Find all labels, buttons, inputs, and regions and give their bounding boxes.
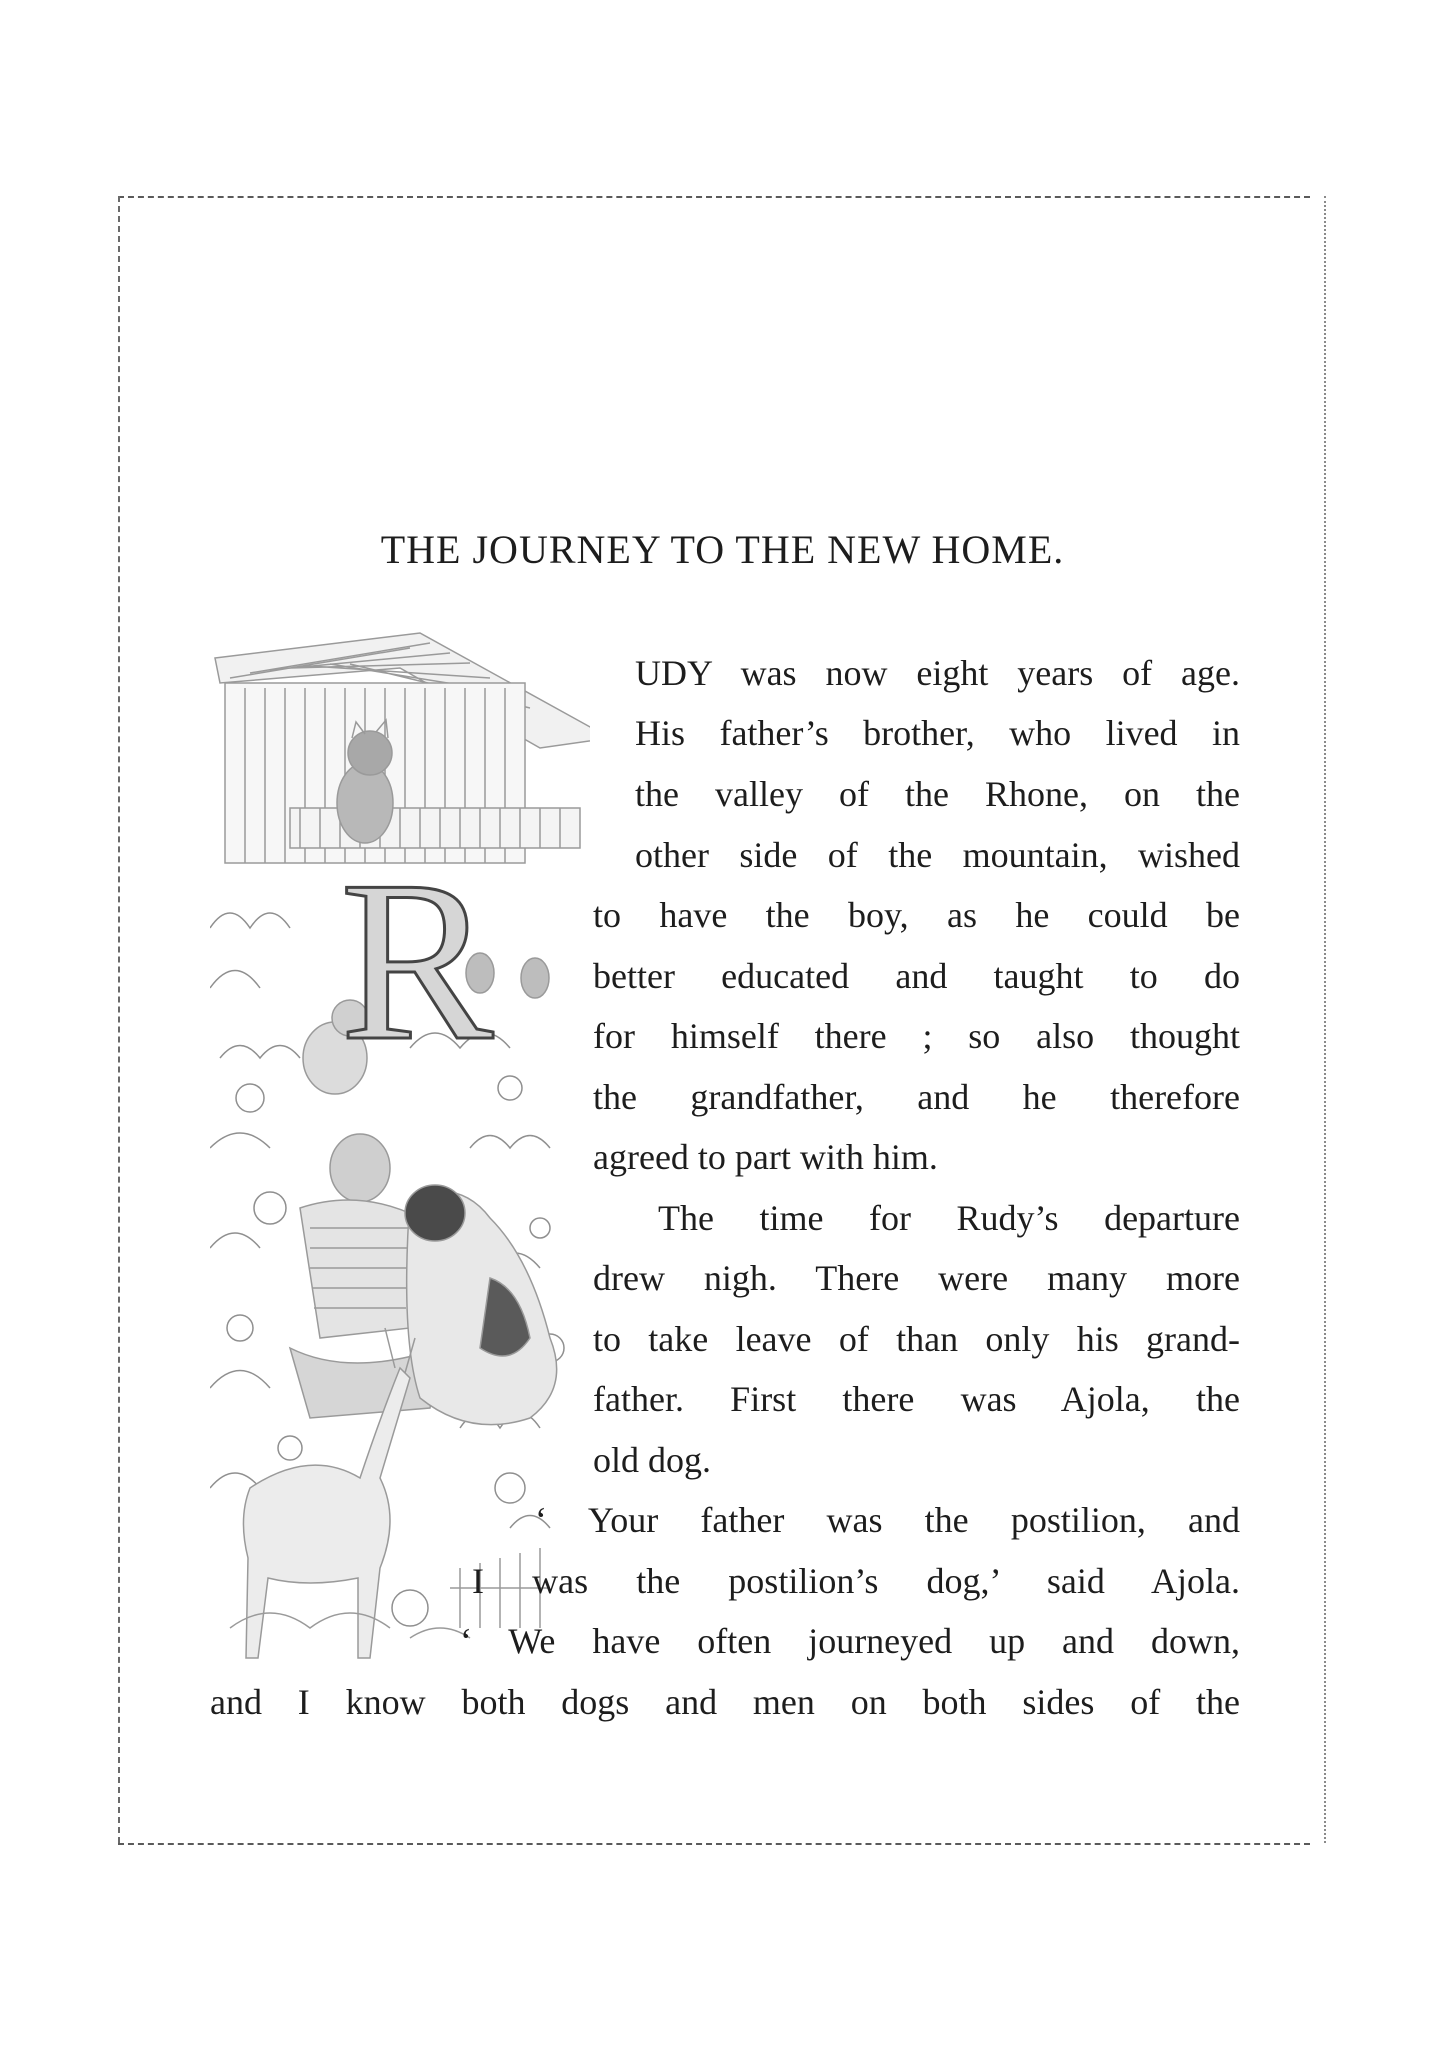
text-line: old dog.	[593, 1440, 712, 1480]
drop-cap: R	[340, 833, 494, 1088]
text-line: father. First there was Ajola, the	[593, 1379, 1240, 1419]
text-line: UDY was now eight years of age.	[635, 653, 1240, 693]
frame-bottom-border	[118, 1843, 1310, 1845]
text-line: to have the boy, as he could be	[593, 895, 1240, 935]
text-line: better educated and taught to do	[593, 956, 1240, 996]
chapter-title: THE JOURNEY TO THE NEW HOME.	[380, 527, 1065, 572]
text-line: ‘ We have often journeyed up and down,	[460, 1621, 1240, 1661]
text-line: and I know both dogs and men on both sides of the	[210, 1682, 1240, 1722]
text-line: The time for Rudy’s departure	[658, 1198, 1240, 1238]
frame-top-border	[118, 196, 1310, 198]
illustration	[210, 628, 590, 1668]
frame-right-border	[1324, 196, 1326, 1843]
text-line: to take leave of than only his grand-	[593, 1319, 1240, 1359]
text-line: for himself there ; so also thought	[593, 1016, 1240, 1056]
text-line: the grandfather, and he therefore	[593, 1077, 1240, 1117]
text-line: I was the postilion’s dog,’ said Ajola.	[472, 1561, 1240, 1601]
text-line: drew nigh. There were many more	[593, 1258, 1240, 1298]
text-line: His father’s brother, who lived in	[635, 713, 1240, 753]
text-line: other side of the mountain, wished	[635, 835, 1240, 875]
text-line: the valley of the Rhone, on the	[635, 774, 1240, 814]
text-line: ‘ Your father was the postilion, and	[535, 1500, 1240, 1540]
frame-left-border	[118, 196, 120, 1843]
text-line: agreed to part with him.	[593, 1137, 938, 1177]
